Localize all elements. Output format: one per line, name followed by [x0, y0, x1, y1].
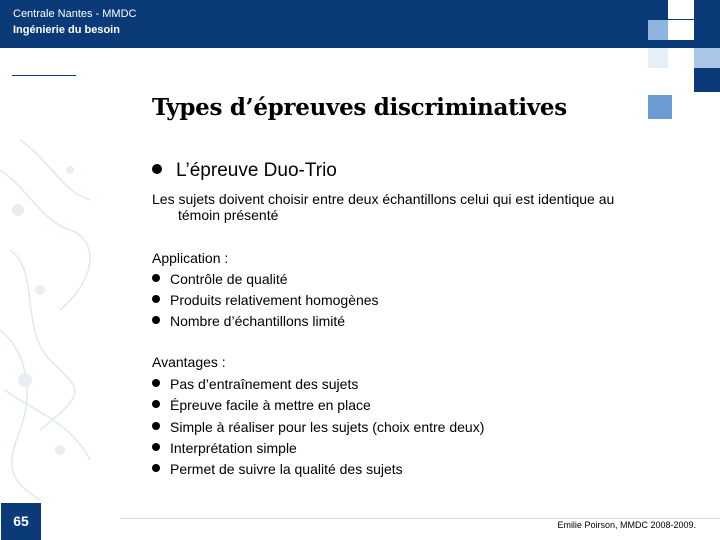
list-item [152, 395, 371, 416]
bullet-icon [152, 164, 162, 174]
bullet-icon [152, 422, 160, 430]
page-number: 65 [1, 503, 41, 540]
footer-credit: Emilie Poirson, MMDC 2008-2009. [557, 520, 696, 530]
slide-title: Types d’épreuves discriminatives [152, 94, 567, 121]
list-item [152, 417, 484, 438]
list-item [152, 438, 297, 459]
list-item [152, 374, 358, 395]
list-item [152, 269, 288, 290]
deco-square [648, 95, 672, 119]
list-item [152, 459, 403, 480]
deco-square [648, 48, 668, 68]
application-heading: Application : [152, 250, 229, 266]
list-item-text: Permet de suivre la qualité des sujets [170, 461, 403, 477]
list-item-text: Épreuve facile à mettre en place [170, 397, 371, 413]
list-item-text: Simple à réaliser pour les sujets (choix entre deux) [170, 419, 485, 435]
list-item-text: Interprétation simple [170, 440, 297, 456]
deco-square [694, 48, 720, 68]
decorative-background-image [0, 130, 96, 510]
description-line-1: Les sujets doivent choisir entre deux échantillons celui qui est identique au [152, 191, 615, 207]
deco-square [668, 48, 694, 68]
deco-square [694, 0, 720, 19]
bullet-icon [152, 295, 160, 303]
deco-square [668, 0, 694, 19]
deco-square [648, 20, 668, 40]
bullet-icon [152, 464, 160, 472]
slide-subtitle [152, 160, 337, 182]
description-line-2: témoin présenté [178, 207, 279, 223]
list-item-text: Contrôle de qualité [170, 271, 288, 287]
bullet-icon [152, 400, 160, 408]
list-item-text: Produits relativement homogènes [170, 292, 379, 308]
department-name: Ingénierie du besoin [13, 24, 120, 36]
bullet-icon [152, 443, 160, 451]
list-item [152, 290, 379, 311]
footer-rule [120, 518, 720, 519]
subtitle-text: L’épreuve Duo-Trio [176, 160, 337, 181]
bullet-icon [152, 274, 160, 282]
list-item-text: Nombre d’échantillons limité [170, 313, 346, 329]
deco-square [668, 20, 694, 40]
header-rule [12, 75, 76, 76]
header-banner [0, 0, 720, 48]
deco-square [694, 68, 720, 92]
advantages-heading: Avantages : [152, 354, 226, 370]
list-item [152, 311, 345, 332]
bullet-icon [152, 379, 160, 387]
bullet-icon [152, 316, 160, 324]
organization-name: Centrale Nantes - MMDC [13, 8, 137, 20]
list-item-text: Pas d’entraînement des sujets [170, 376, 359, 392]
